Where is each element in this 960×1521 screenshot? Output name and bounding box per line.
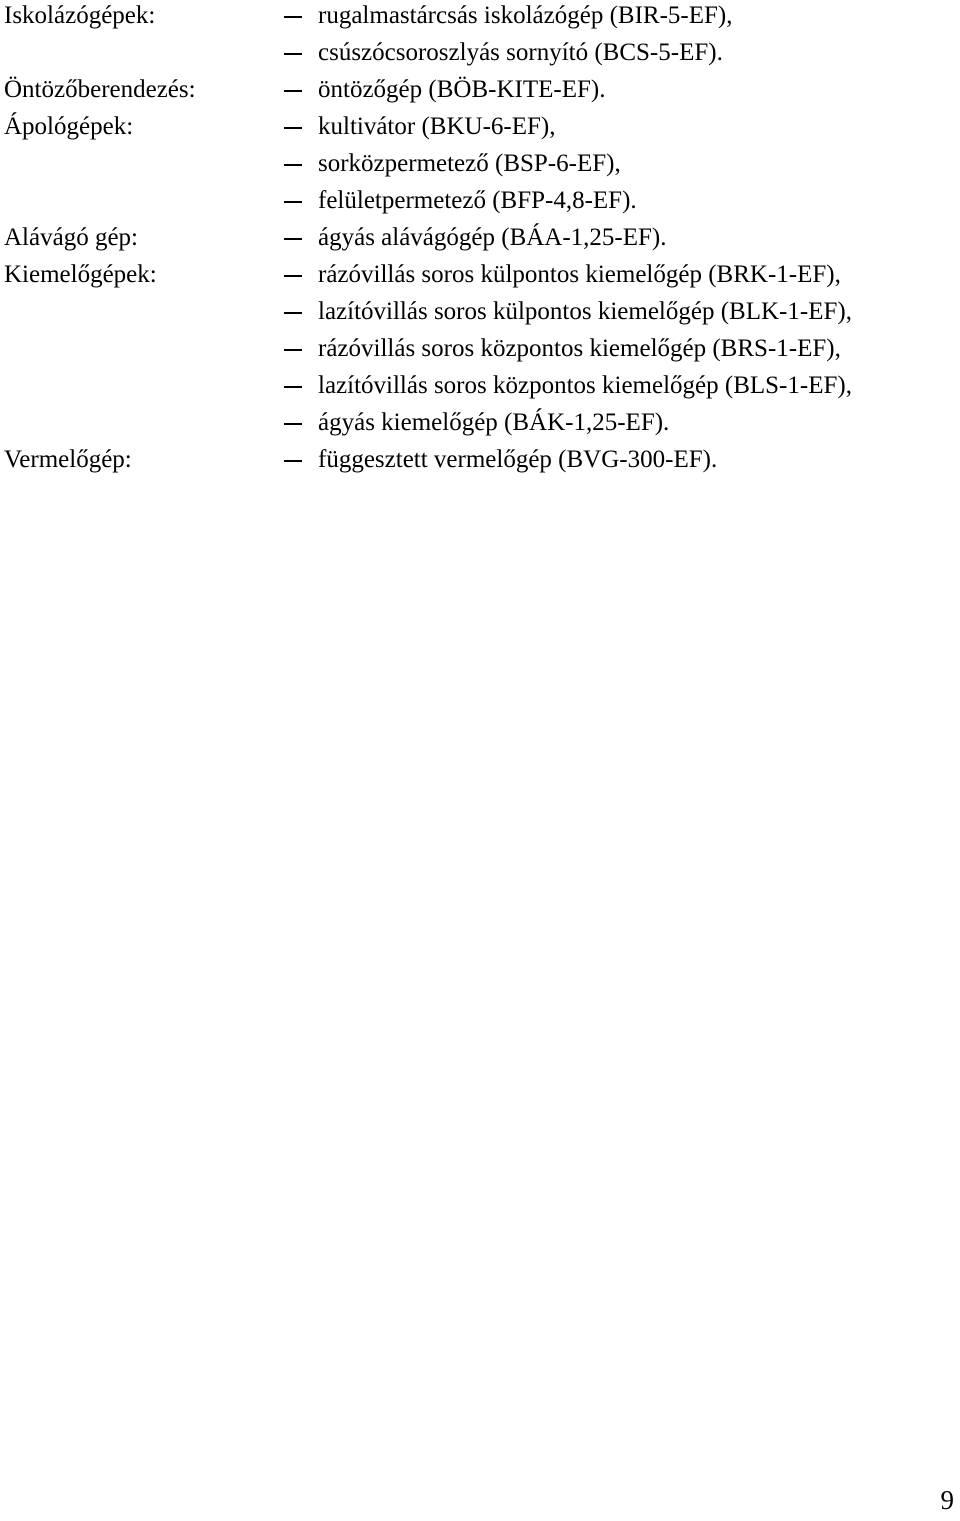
dash-bullet [284,275,302,277]
dash-bullet [284,349,302,351]
dash-bullet [284,201,302,203]
list-row [0,183,960,220]
dash-bullet [284,386,302,388]
category-label: Kiemelőgépek: [4,261,157,288]
list-row [0,35,960,72]
list-row [0,146,960,183]
list-item: lazítóvillás soros külpontos kiemelőgép (BLK-1-EF), [318,298,852,325]
list-item: sorközpermetező (BSP-6-EF), [318,150,621,177]
list-item: ágyás kiemelőgép (BÁK-1,25-EF). [318,409,670,436]
category-label: Iskolázógépek: [4,2,156,29]
category-label: Öntözőberendezés: [4,76,196,103]
dash-bullet [284,53,302,55]
list-item: rugalmastárcsás iskolázógép (BIR-5-EF), [318,2,733,29]
list-item: függesztett vermelőgép (BVG-300-EF). [318,446,718,473]
dash-bullet [284,164,302,166]
list-item: kultivátor (BKU-6-EF), [318,113,556,140]
list-row [0,220,960,257]
list-item: lazítóvillás soros központos kiemelőgép (BLS-1-EF), [318,372,852,399]
dash-bullet [284,312,302,314]
dash-bullet [284,423,302,425]
dash-bullet [284,460,302,462]
dash-bullet [284,16,302,18]
list-row [0,331,960,368]
list-row [0,72,960,109]
list-item: csúszócsoroszlyás sornyító (BCS-5-EF). [318,39,723,66]
dash-bullet [284,127,302,129]
list-row [0,442,960,479]
list-item: rázóvillás soros külpontos kiemelőgép (BRK-1-EF), [318,261,841,288]
list-row [0,0,960,35]
list-row [0,405,960,442]
machine-list [0,0,960,479]
page-number: 9 [940,1485,954,1515]
list-item: rázóvillás soros központos kiemelőgép (BRS-1-EF), [318,335,841,362]
category-label: Alávágó gép: [4,224,138,251]
dash-bullet [284,238,302,240]
list-row [0,368,960,405]
list-item: ágyás alávágógép (BÁA-1,25-EF). [318,224,667,251]
list-row [0,109,960,146]
category-label: Ápológépek: [4,113,134,140]
list-row [0,294,960,331]
category-label: Vermelőgép: [4,446,132,473]
list-item: öntözőgép (BÖB-KITE-EF). [318,76,606,103]
list-item: felületpermetező (BFP-4,8-EF). [318,187,637,214]
dash-bullet [284,90,302,92]
list-row [0,257,960,294]
